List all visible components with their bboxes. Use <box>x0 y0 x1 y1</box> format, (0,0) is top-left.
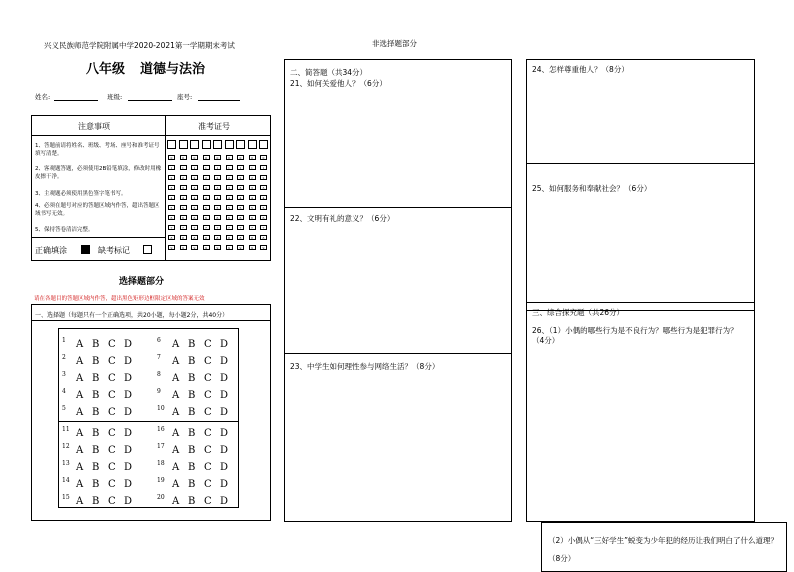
id-bubble[interactable]: 4 <box>168 195 175 200</box>
notice-footer-divider <box>31 237 165 238</box>
choice-option-b[interactable]: B <box>92 428 100 439</box>
question-number: 2 <box>62 354 66 361</box>
choice-option-c[interactable]: C <box>204 462 212 473</box>
id-bubble[interactable]: 2 <box>203 175 210 180</box>
id-bubble[interactable]: 3 <box>249 185 256 190</box>
id-bubble[interactable]: 5 <box>237 205 244 210</box>
id-bubble[interactable]: 5 <box>191 205 198 210</box>
id-write-cell[interactable] <box>248 140 257 149</box>
id-bubble[interactable]: 1 <box>237 165 244 170</box>
part2-title: 二、简答题（共34分） <box>290 68 368 77</box>
id-bubble[interactable]: 7 <box>168 225 175 230</box>
question-number: 7 <box>157 354 161 361</box>
id-bubble[interactable]: 1 <box>260 165 267 170</box>
fill-label: 正确填涂 <box>35 246 67 255</box>
question-number: 12 <box>62 443 70 450</box>
filled-square-icon <box>81 245 90 254</box>
id-bubble[interactable]: 2 <box>226 175 233 180</box>
question-number: 3 <box>62 371 66 378</box>
id-bubble[interactable]: 5 <box>214 205 221 210</box>
choice-warning: 请在各题目的答题区域内作答，超出黑色矩形边框限定区域的答案无效 <box>34 296 205 302</box>
grade-label: 八年级 <box>86 62 126 77</box>
choice-option-a[interactable]: A <box>76 407 84 418</box>
id-bubble[interactable]: 4 <box>226 195 233 200</box>
id-bubble[interactable]: 5 <box>180 205 187 210</box>
class-underline[interactable] <box>128 100 172 101</box>
question-22: 22、文明有礼的意义？（6分） <box>290 214 395 223</box>
choice-option-b[interactable]: B <box>188 428 196 439</box>
id-bubble[interactable]: 0 <box>249 155 256 160</box>
id-bubble[interactable]: 9 <box>237 245 244 250</box>
question-number: 18 <box>157 460 165 467</box>
id-bubble[interactable]: 3 <box>226 185 233 190</box>
id-bubble[interactable]: 9 <box>191 245 198 250</box>
id-bubble[interactable]: 2 <box>168 175 175 180</box>
id-bubble[interactable]: 8 <box>214 235 221 240</box>
choice-option-a[interactable]: A <box>172 373 180 384</box>
id-bubble[interactable]: 7 <box>203 225 210 230</box>
id-bubble[interactable]: 0 <box>203 155 210 160</box>
choice-option-d[interactable]: D <box>124 373 133 384</box>
id-bubble[interactable]: 1 <box>249 165 256 170</box>
id-write-cell[interactable] <box>202 140 211 149</box>
id-bubble[interactable]: 5 <box>260 205 267 210</box>
question-number: 19 <box>157 477 165 484</box>
id-bubble[interactable]: 3 <box>191 185 198 190</box>
choice-option-b[interactable]: B <box>188 479 196 490</box>
notice-item: 1、答题前请将姓名、班级、考场、座号和准考证号填写清楚。 <box>35 143 160 157</box>
id-bubble[interactable]: 9 <box>214 245 221 250</box>
choice-option-b[interactable]: B <box>188 445 196 456</box>
choice-option-d[interactable]: D <box>220 339 229 350</box>
choice-option-b[interactable]: B <box>188 373 196 384</box>
question-number: 8 <box>157 371 161 378</box>
choice-option-d[interactable]: D <box>124 445 133 456</box>
answer-area-22[interactable] <box>285 225 511 351</box>
id-bubble[interactable]: 5 <box>203 205 210 210</box>
choice-option-a[interactable]: A <box>76 373 84 384</box>
id-bubble[interactable]: 4 <box>203 195 210 200</box>
choice-option-c[interactable]: C <box>108 445 116 456</box>
id-bubble[interactable]: 7 <box>260 225 267 230</box>
id-bubble[interactable]: 1 <box>203 165 210 170</box>
choice-option-d[interactable]: D <box>124 339 133 350</box>
id-bubble[interactable]: 6 <box>237 215 244 220</box>
id-bubble[interactable]: 8 <box>237 235 244 240</box>
choice-option-b[interactable]: B <box>188 356 196 367</box>
id-bubble[interactable]: 7 <box>214 225 221 230</box>
id-write-cell[interactable] <box>225 140 234 149</box>
choice-section-title: 选择题部分 <box>119 277 165 287</box>
id-bubble[interactable]: 9 <box>260 245 267 250</box>
id-bubble[interactable]: 9 <box>203 245 210 250</box>
id-bubble[interactable]: 0 <box>237 155 244 160</box>
id-bubble[interactable]: 0 <box>214 155 221 160</box>
id-bubble[interactable]: 6 <box>226 215 233 220</box>
notice-divider-v <box>165 115 166 261</box>
id-bubble[interactable]: 3 <box>260 185 267 190</box>
name-label: 姓名: <box>35 93 51 101</box>
choice-header: 一、选择题（每题只有一个正确选项，共20小题，每小题2分，共40分） <box>35 312 229 319</box>
id-bubble[interactable]: 3 <box>168 185 175 190</box>
id-bubble[interactable]: 1 <box>226 165 233 170</box>
notice-item: 5、保持答卷清洁完整。 <box>35 227 94 233</box>
id-bubble[interactable]: 6 <box>180 215 187 220</box>
id-bubble[interactable]: 7 <box>180 225 187 230</box>
id-bubble[interactable]: 2 <box>191 175 198 180</box>
choice-option-d[interactable]: D <box>220 428 229 439</box>
choice-option-a[interactable]: A <box>172 407 180 418</box>
choice-option-d[interactable]: D <box>124 479 133 490</box>
choice-option-b[interactable]: B <box>188 407 196 418</box>
choice-grid-mid-line <box>58 421 239 422</box>
id-bubble[interactable]: 0 <box>180 155 187 160</box>
choice-option-c[interactable]: C <box>204 496 212 507</box>
question-number: 9 <box>157 388 161 395</box>
id-bubble[interactable]: 5 <box>226 205 233 210</box>
choice-option-d[interactable]: D <box>220 479 229 490</box>
choice-option-c[interactable]: C <box>204 356 212 367</box>
choice-option-c[interactable]: C <box>204 373 212 384</box>
choice-option-c[interactable]: C <box>108 462 116 473</box>
choice-option-a[interactable]: A <box>76 356 84 367</box>
choice-option-c[interactable]: C <box>108 428 116 439</box>
id-bubble[interactable]: 7 <box>226 225 233 230</box>
divider-21-22 <box>284 207 512 208</box>
choice-option-b[interactable]: B <box>92 445 100 456</box>
id-bubble[interactable]: 5 <box>168 205 175 210</box>
choice-option-b[interactable]: B <box>92 339 100 350</box>
question-26-1: 26、（1）小偶的哪些行为是不良行为？哪些行为是犯罪行为？（4分） <box>532 326 738 345</box>
choice-option-c[interactable]: C <box>204 445 212 456</box>
id-bubble[interactable]: 4 <box>191 195 198 200</box>
choice-option-c[interactable]: C <box>108 407 116 418</box>
notice-item: 2、客观题答题，必须使用2B铅笔填涂，修改时用橡皮擦干净。 <box>35 166 162 180</box>
question-number: 6 <box>157 337 161 344</box>
question-number: 13 <box>62 460 70 467</box>
choice-option-a[interactable]: A <box>172 428 180 439</box>
id-bubble[interactable]: 7 <box>237 225 244 230</box>
question-number: 4 <box>62 388 66 395</box>
notice-id-frame <box>31 115 271 261</box>
id-bubble[interactable]: 9 <box>249 245 256 250</box>
id-bubble[interactable]: 5 <box>249 205 256 210</box>
question-number: 1 <box>62 337 66 344</box>
id-bubble[interactable]: 8 <box>168 235 175 240</box>
id-bubble[interactable]: 7 <box>191 225 198 230</box>
class-label: 班级: <box>107 93 123 101</box>
choice-option-b[interactable]: B <box>188 390 196 401</box>
answer-area-24[interactable] <box>527 76 754 162</box>
choice-option-d[interactable]: D <box>220 356 229 367</box>
choice-option-d[interactable]: D <box>220 496 229 507</box>
school-title: 兴义民族师范学院附属中学2020-2021第一学期期末考试 <box>44 41 235 50</box>
id-bubble[interactable]: 4 <box>249 195 256 200</box>
choice-option-c[interactable]: C <box>204 407 212 418</box>
question-25: 25、如何服务和奉献社会？（6分） <box>532 184 652 193</box>
id-bubble[interactable]: 6 <box>203 215 210 220</box>
id-bubble[interactable]: 3 <box>214 185 221 190</box>
part3-title: 三、综合探究题（共26分） <box>532 308 625 317</box>
id-bubble[interactable]: 6 <box>249 215 256 220</box>
name-underline[interactable] <box>54 100 98 101</box>
id-write-cell[interactable] <box>259 140 268 149</box>
choice-option-c[interactable]: C <box>108 373 116 384</box>
choice-option-b[interactable]: B <box>92 356 100 367</box>
question-number: 15 <box>62 494 70 501</box>
choice-option-b[interactable]: B <box>92 496 100 507</box>
choice-option-a[interactable]: A <box>172 356 180 367</box>
question-number: 10 <box>157 405 165 412</box>
non-choice-title: 非选择题部分 <box>372 39 417 48</box>
question-26-2: （2）小偶从“三好学生”蜕变为少年犯的经历让我们明白了什么道理？（8分） <box>548 536 779 563</box>
id-bubble[interactable]: 3 <box>203 185 210 190</box>
id-bubble[interactable]: 8 <box>226 235 233 240</box>
divider-24-25 <box>526 163 755 164</box>
notice-item: 4、必须在题号对应的答题区域内作答，超出答题区域书写无效。 <box>35 203 160 217</box>
choice-option-b[interactable]: B <box>92 479 100 490</box>
choice-option-b[interactable]: B <box>92 390 100 401</box>
subject-label: 道德与法治 <box>140 62 206 77</box>
choice-option-b[interactable]: B <box>188 462 196 473</box>
id-bubble[interactable]: 6 <box>191 215 198 220</box>
choice-option-b[interactable]: B <box>188 496 196 507</box>
id-bubble[interactable]: 0 <box>168 155 175 160</box>
id-bubble[interactable]: 2 <box>214 175 221 180</box>
id-bubble[interactable]: 4 <box>237 195 244 200</box>
id-bubble[interactable]: 6 <box>168 215 175 220</box>
choice-option-a[interactable]: A <box>76 445 84 456</box>
choice-option-b[interactable]: B <box>92 407 100 418</box>
id-bubble[interactable]: 8 <box>203 235 210 240</box>
id-bubble[interactable]: 4 <box>180 195 187 200</box>
id-write-cell[interactable] <box>236 140 245 149</box>
choice-option-d[interactable]: D <box>220 407 229 418</box>
choice-option-c[interactable]: C <box>204 390 212 401</box>
id-bubble[interactable]: 6 <box>260 215 267 220</box>
id-bubble[interactable]: 0 <box>260 155 267 160</box>
choice-option-c[interactable]: C <box>108 356 116 367</box>
answer-area-26-1[interactable] <box>527 350 754 520</box>
choice-option-d[interactable]: D <box>220 390 229 401</box>
id-bubble[interactable]: 8 <box>249 235 256 240</box>
question-number: 16 <box>157 426 165 433</box>
id-write-cell[interactable] <box>179 140 188 149</box>
choice-option-a[interactable]: A <box>172 445 180 456</box>
id-bubble[interactable]: 1 <box>191 165 198 170</box>
choice-option-c[interactable]: C <box>204 339 212 350</box>
id-write-cell[interactable] <box>190 140 199 149</box>
choice-option-d[interactable]: D <box>124 496 133 507</box>
answer-area-25[interactable] <box>527 196 754 300</box>
choice-option-a[interactable]: A <box>76 390 84 401</box>
divider-22-23 <box>284 353 512 354</box>
id-bubble[interactable]: 6 <box>214 215 221 220</box>
absent-checkbox[interactable] <box>143 245 152 254</box>
question-number: 5 <box>62 405 66 412</box>
id-bubble[interactable]: 0 <box>226 155 233 160</box>
id-bubble[interactable]: 7 <box>249 225 256 230</box>
choice-option-a[interactable]: A <box>76 496 84 507</box>
question-21: 21、如何关爱他人？（6分） <box>290 79 387 88</box>
notice-divider-h <box>31 135 271 136</box>
choice-option-a[interactable]: A <box>172 339 180 350</box>
question-24: 24、怎样尊重他人？（8分） <box>532 65 629 74</box>
answer-area-23[interactable] <box>285 374 511 520</box>
question-number: 20 <box>157 494 165 501</box>
question-number: 14 <box>62 477 70 484</box>
choice-option-d[interactable]: D <box>124 407 133 418</box>
question-23: 23、中学生如何理性参与网络生活？（8分） <box>290 362 440 371</box>
choice-option-a[interactable]: A <box>76 339 84 350</box>
choice-option-a[interactable]: A <box>172 390 180 401</box>
notice-title: 注意事项 <box>78 122 110 131</box>
id-write-cell[interactable] <box>213 140 222 149</box>
choice-option-c[interactable]: C <box>108 496 116 507</box>
choice-option-d[interactable]: D <box>124 462 133 473</box>
choice-option-d[interactable]: D <box>220 373 229 384</box>
id-bubble[interactable]: 8 <box>180 235 187 240</box>
choice-option-d[interactable]: D <box>124 356 133 367</box>
id-write-cell[interactable] <box>167 140 176 149</box>
id-bubble[interactable]: 4 <box>260 195 267 200</box>
choice-option-d[interactable]: D <box>124 390 133 401</box>
id-bubble[interactable]: 4 <box>214 195 221 200</box>
question-number: 11 <box>62 426 70 433</box>
choice-option-b[interactable]: B <box>92 373 100 384</box>
id-bubble[interactable]: 2 <box>249 175 256 180</box>
id-bubble[interactable]: 8 <box>260 235 267 240</box>
choice-option-c[interactable]: C <box>204 428 212 439</box>
choice-option-c[interactable]: C <box>108 390 116 401</box>
choice-option-a[interactable]: A <box>76 462 84 473</box>
choice-option-c[interactable]: C <box>108 339 116 350</box>
choice-option-c[interactable]: C <box>204 479 212 490</box>
choice-option-a[interactable]: A <box>172 479 180 490</box>
answer-area-21[interactable] <box>285 90 511 206</box>
id-bubble[interactable]: 1 <box>214 165 221 170</box>
id-bubble[interactable]: 9 <box>180 245 187 250</box>
seat-underline[interactable] <box>198 100 240 101</box>
choice-option-a[interactable]: A <box>76 479 84 490</box>
id-bubble[interactable]: 8 <box>191 235 198 240</box>
choice-option-d[interactable]: D <box>220 445 229 456</box>
id-bubble[interactable]: 3 <box>180 185 187 190</box>
question-number: 17 <box>157 443 165 450</box>
id-title: 准考证号 <box>198 122 230 131</box>
notice-item: 3、主观题必须使用黑色签字笔书写。 <box>35 191 127 197</box>
id-bubble[interactable]: 9 <box>226 245 233 250</box>
id-bubble[interactable]: 2 <box>260 175 267 180</box>
choice-option-a[interactable]: A <box>172 462 180 473</box>
choice-option-c[interactable]: C <box>108 479 116 490</box>
absent-label: 缺考标记 <box>98 246 130 255</box>
choice-header-divider <box>31 320 271 321</box>
choice-option-d[interactable]: D <box>124 428 133 439</box>
id-bubble[interactable]: 1 <box>180 165 187 170</box>
id-bubble[interactable]: 2 <box>237 175 244 180</box>
id-bubble[interactable]: 1 <box>168 165 175 170</box>
id-bubble[interactable]: 9 <box>168 245 175 250</box>
choice-option-d[interactable]: D <box>220 462 229 473</box>
choice-option-a[interactable]: A <box>172 496 180 507</box>
choice-option-b[interactable]: B <box>188 339 196 350</box>
choice-option-b[interactable]: B <box>92 462 100 473</box>
seat-label: 座号: <box>177 93 193 101</box>
choice-option-a[interactable]: A <box>76 428 84 439</box>
id-bubble[interactable]: 3 <box>237 185 244 190</box>
id-bubble[interactable]: 2 <box>180 175 187 180</box>
id-bubble[interactable]: 0 <box>191 155 198 160</box>
